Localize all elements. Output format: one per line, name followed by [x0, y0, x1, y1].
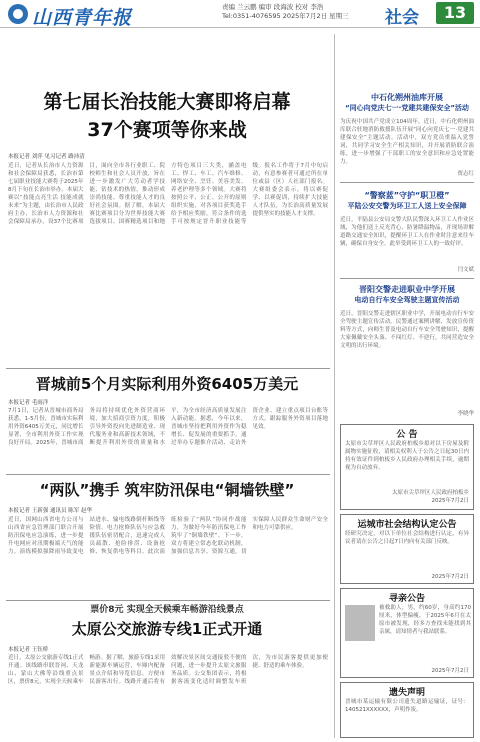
notice3-title: 寻亲公告: [388, 594, 425, 604]
lead-headline-line2: 37个赛项等你来战: [87, 119, 247, 141]
fourth-byline: 本报记者 王钰桥: [8, 647, 49, 653]
column-separator: [334, 34, 335, 738]
masthead-date: Tel:0351-4076595 2025年7月2日 星期三: [222, 12, 349, 20]
notice-box-3: [340, 588, 474, 678]
masthead-editors: 责编 兰云鹏 编审 段海波 校对 李浩: [222, 3, 324, 11]
side1-credit: 贾志红: [457, 171, 474, 177]
side1-headline-line2: “同心向党庆七一·党建共建保安全”活动: [345, 104, 469, 112]
side3-headline-line2: 电动自行车安全驾驶主题宣传活动: [354, 296, 460, 304]
fourth-article-body: 近日，太原公交旅游专线1正式开通。该线路串联晋祠、天龙山、蒙山大佛等沿线重点景区，票价8元，实现全天候乘车畅游。据了解，旅游专线1采用新能源车辆运营，车厢内配备景点介绍和导览信息，方便市民游客出行。线路开通后将有效解决景区间交通接驳不便的问题，进一步提升太原文旅服务品质。公交集团表示，将根据客流变化适时调整发车班次，为市民游客提供更加便捷、舒适的乘车体验。: [8, 655, 328, 685]
side1-headline-line1: 中石化朔州油库开展: [371, 93, 443, 102]
notice-box-1: [340, 424, 474, 510]
section-name: 社会: [385, 8, 419, 28]
newspaper-logo-icon: [8, 4, 28, 24]
lead-byline: 本报记者 刘萍 见习记者 路沛清: [8, 154, 85, 160]
side3-headline-line1: 晋阳交警走进职业中学开展: [359, 285, 455, 294]
notice1-title: 公 告: [396, 430, 418, 440]
divider: [340, 278, 474, 279]
side1-body: 为庆祝中国共产党成立104周年，近日，中石化朔州油库联合驻地消防救援队伍开展“同心向党庆七一·党建共建保安全”主题活动。活动中，双方党员重温入党誓词，共同学习安全生产相关知识，并开展消防联合演练，进一步增强了干部职工的安全意识和应急处置能力。: [340, 119, 474, 165]
side2-headline-line1: “警察蓝”守护“职卫橙”: [364, 191, 450, 200]
notice-box-2: [340, 514, 474, 584]
newspaper-name: 山西青年报: [32, 7, 133, 29]
masthead: [0, 0, 480, 28]
fourth-headline: 太原公交旅游专线1正式开通: [71, 620, 263, 638]
side2-body: 近日，平陆县公安局交警大队民警深入环卫工人作业区域，为他们送上反光背心、防暑降温物品，并现场讲解道路交通安全知识，提醒环卫工人在作业时注意来往车辆，确保自身安全。此举受到环卫工人的一致好评。: [340, 217, 474, 247]
notice1-body: 太原市尖草坪区人民政府柏板乡拟对以下房屋及附属物实施征收，请相关权利人于公告之日起30日内持有效证件到柏板乡人民政府办理相关手续，逾期视为自动放弃。: [345, 441, 469, 471]
side3-body: 近日，晋阳交警走进辖区职业中学，开展电动自行车安全驾驶主题宣传活动。民警通过案例讲解、发放宣传资料等方式，向师生普及电动自行车安全驾驶知识，提醒大家佩戴安全头盔、不闯红灯、不逆行，共同营造安全文明的出行环境。: [340, 311, 474, 349]
fourth-kicker: 票价8元 实现全天候乘车畅游沿线景点: [90, 605, 244, 615]
notice2-title: 运城市社会结构认定公告: [357, 520, 457, 530]
notice1-signature: 太原市尖草坪区人民政府柏板乡 2025年7月2日: [391, 490, 469, 504]
notice4-title: 遗失声明: [388, 688, 425, 698]
missing-person-photo: [345, 605, 375, 641]
divider: [340, 182, 474, 183]
divider: [6, 600, 330, 601]
second-headline: 晋城前5个月实际利用外资6405万美元: [35, 375, 299, 393]
notice3-body: 被救助人，男，约60岁，身高约170厘米，体型偏瘦，于2025年6月在太原市被发现，经多方查找未能找到其亲属，请知情者与我站联系。: [379, 605, 471, 635]
notice4-body: 晋城市某运输有限公司遗失道路运输证，证号：140521XXXXXX，声明作废。: [345, 699, 469, 713]
lead-headline-line1: 第七届长治技能大赛即将启幕: [43, 91, 291, 113]
second-byline: 本报记者 毛雨洋: [8, 400, 49, 406]
side2-credit: 闫文斌: [457, 267, 474, 273]
third-byline: 本报记者 王新强 通讯员 陈军 赵华: [8, 508, 92, 514]
notice-box-4: [340, 682, 474, 738]
divider: [6, 474, 330, 475]
masthead-info: [222, 3, 349, 21]
page-number: 13: [436, 2, 474, 24]
third-article-body: 近日，国网山西省电力公司与山西省应急管理部门联合开展防汛保电应急演练，进一步提升电网应对汛期极端天气的能力。演练模拟强降雨导致变电站进水、输电线路倒杆断线等险情，电力抢修队伍与应急救援队伍密切配合，迅速完成人员疏散、抢险排涝、设备抢修、恢复供电等科目。此次演练检验了“两队”协同作战能力，为做好今年防汛保电工作筑牢了“铜墙铁壁”。下一步，双方将建立常态化联动机制，加强信息共享、资源互通，切实保障人民群众生命财产安全和电力可靠供应。: [8, 517, 328, 555]
side2-headline-line2: 平陆公安交警为环卫工人送上安全保障: [347, 202, 467, 210]
notice3-signature: 2025年7月2日: [431, 668, 469, 674]
notice2-body: 经研究决定，对以下单位社会结构进行认定，有异议者请在公告之日起7日内向有关部门反映。: [345, 531, 469, 545]
divider: [6, 368, 330, 369]
lead-article-body: 近日，记者从长治市人力资源和社会保障局获悉，长治市第七届职业技能大赛将于2025年8月下旬在长治市举办。本届大赛以“技能点亮生活 技能成就未来”为主题，由长治市人民政府主办，长治市人力资源和社会保障局承办，设37个比赛项目，面向全市各行业职工、院校师生和社会人员开放，旨在进一步激发广大劳动者学技能、钻技术的热情，推动形成崇尚技能、尊重技能人才的良好社会氛围。据了解，本届大赛比赛项目分为世界技能大赛选拔项目、国赛精选项目和地方特色项目三大类，涵盖电工、焊工、车工、汽车维修、网络安全、烹饪、美容美发、养老护理等多个领域。大赛将按照公平、公正、公开的原则组织实施，对各项目获奖选手给予相应奖励，符合条件的选手可按规定晋升职业技能等级。报名工作将于7月中旬启动，有意参赛者可通过所在单位或县（区）人社部门报名。大赛组委会表示，将以赛促学、以赛促训，持续扩大技能人才队伍，为长治高质量发展提供坚实的技能人才支撑。: [8, 163, 328, 225]
third-headline: “两队”携手 筑牢防汛保电“铜墙铁壁”: [39, 481, 295, 499]
side3-credit: 李晓华: [457, 411, 474, 417]
notice2-signature: 2025年7月2日: [431, 574, 469, 580]
second-article-body: 7月1日，记者从晋城市商务局获悉，1-5月份，晋城市实际利用外资6405万美元，同比增长显著，全市利用外资工作实现良好开局。2025年，晋城市商务局将持续优化外资营商环境，加大招商引资力度，积极引导外资投向先进制造业、现代服务业和高新技术领域，不断提升利用外资的质量和水平，为全市经济高质量发展注入新动能。据悉，今年以来，晋城市坚持把利用外资作为稳增长、促发展的重要抓手，通过举办专题推介活动、走访外资企业、建立重点项目台账等方式，跟踪服务外资项目落地见效。: [8, 408, 328, 446]
